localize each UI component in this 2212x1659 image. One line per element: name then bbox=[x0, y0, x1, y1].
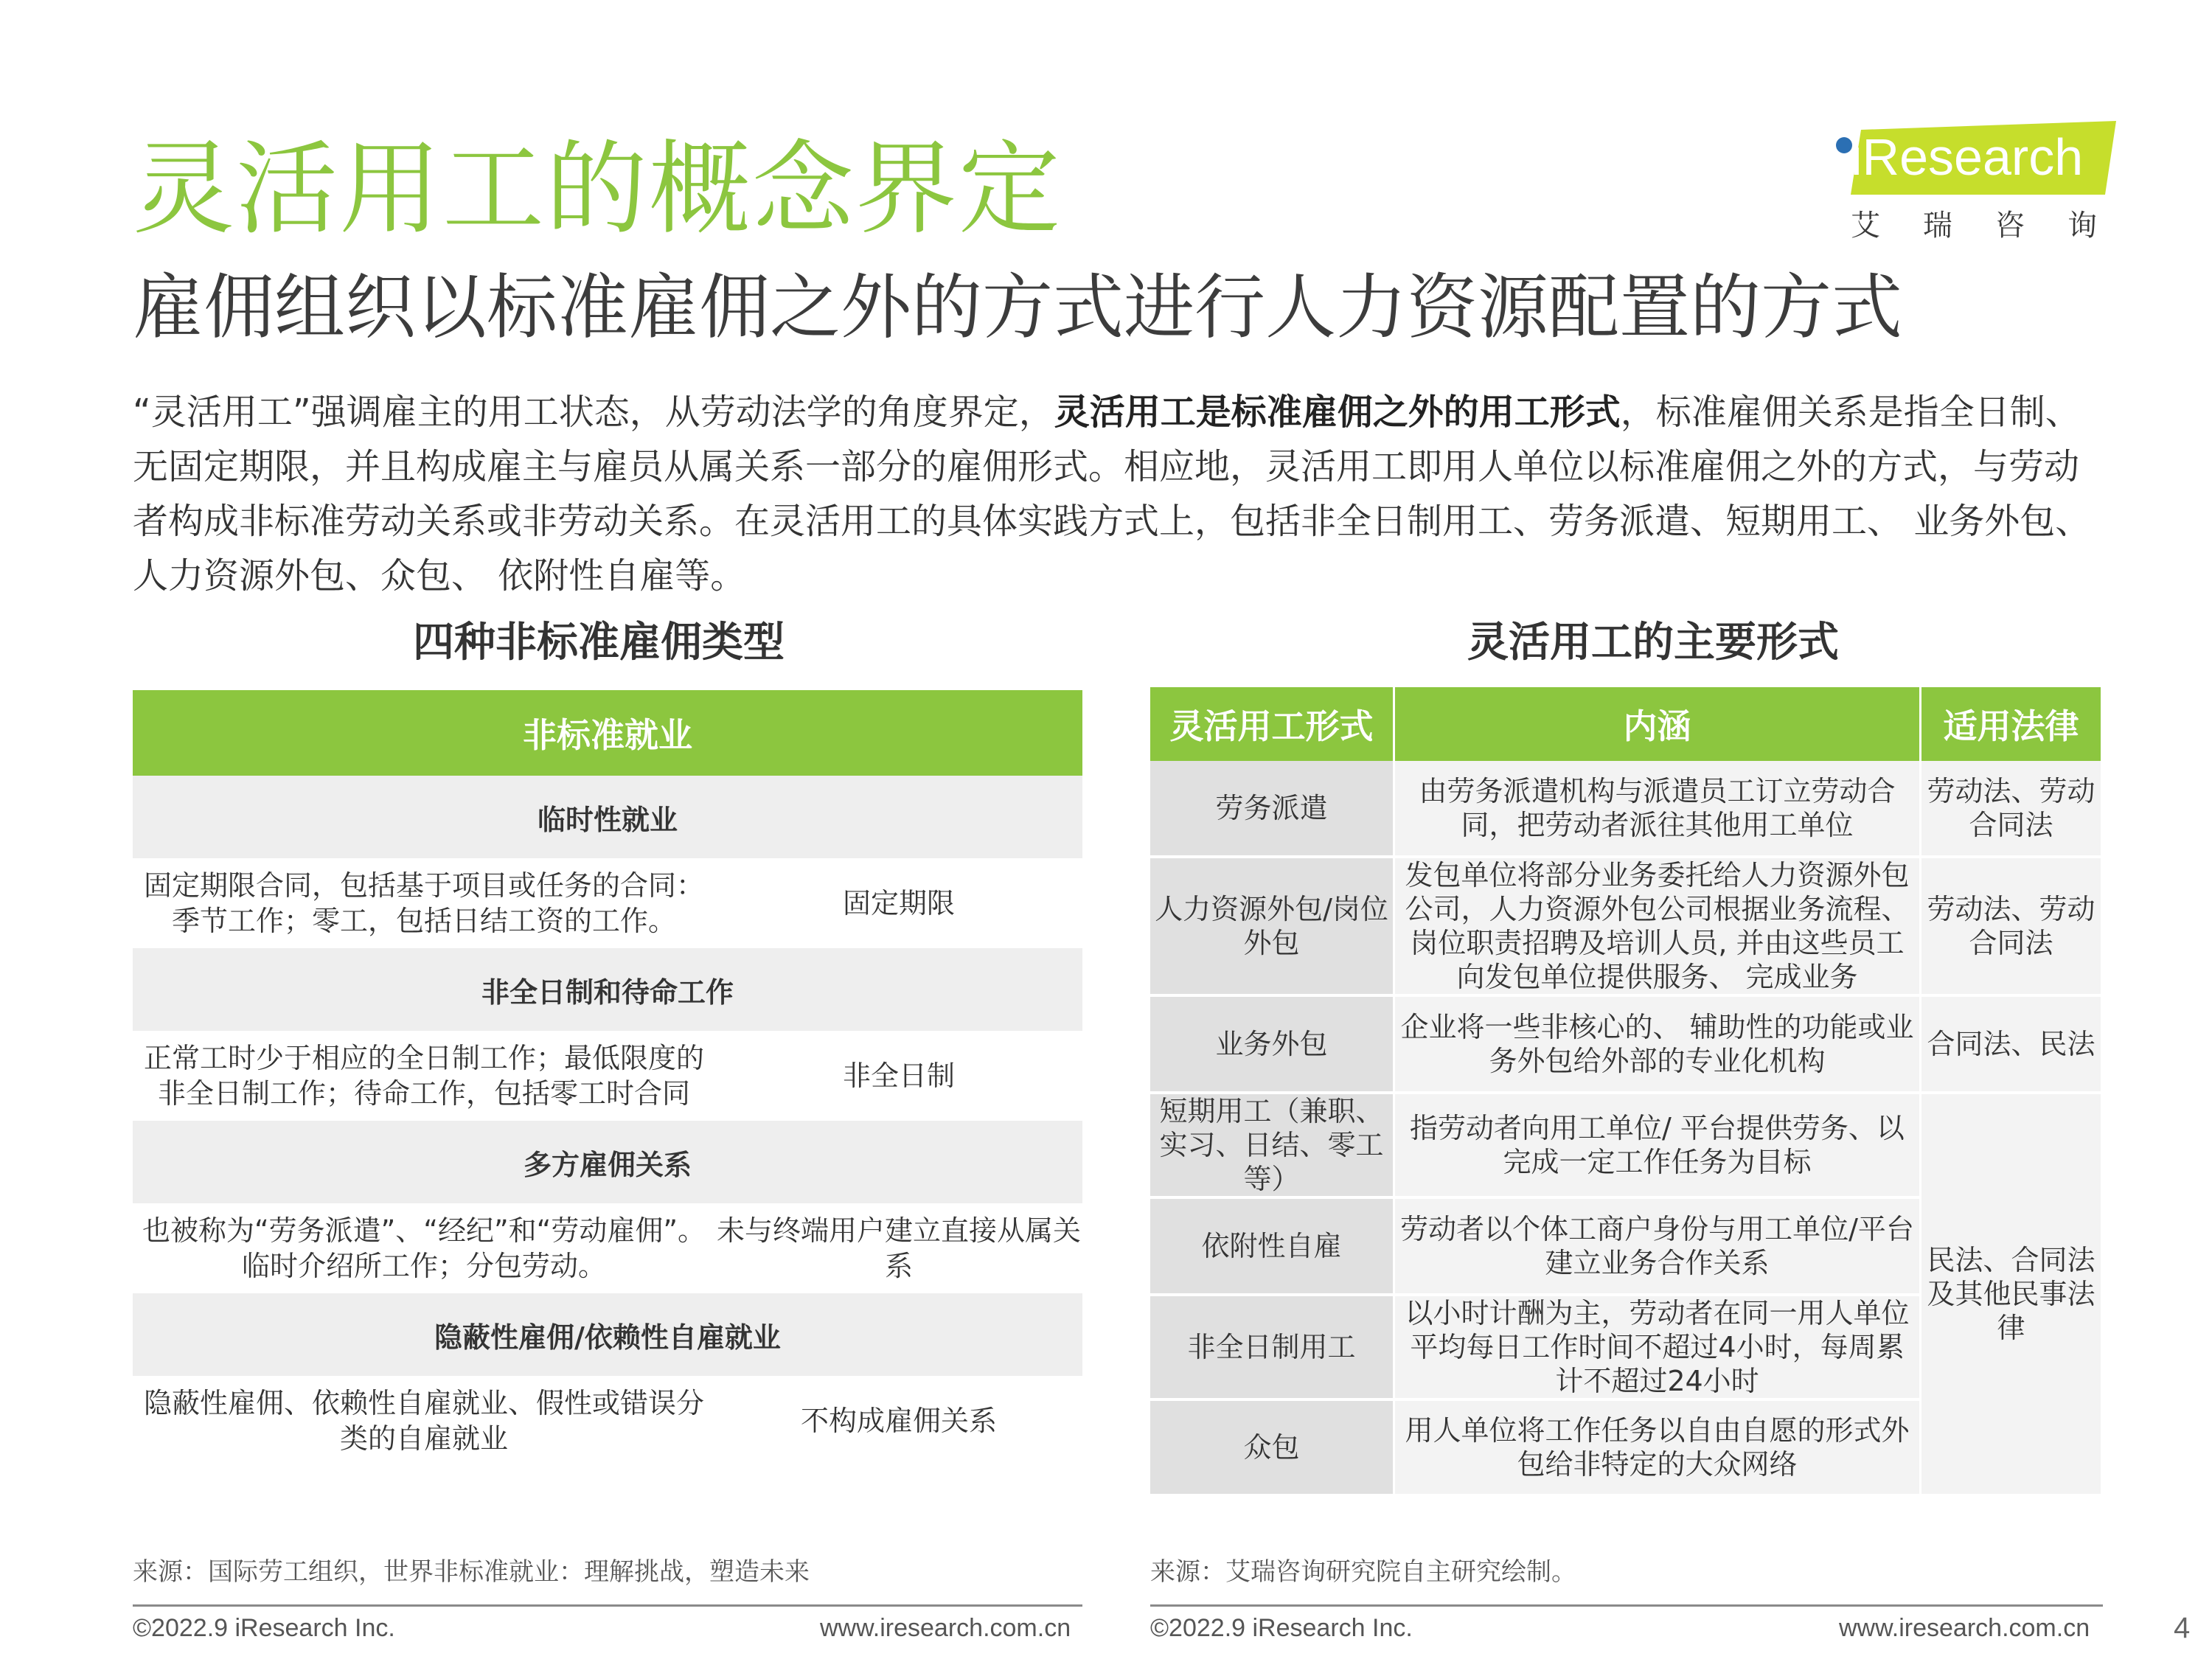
column-header-form: 灵活用工形式 bbox=[1150, 687, 1395, 761]
meaning-cell: 以小时计酬为主，劳动者在同一用人单位平均每日工作时间不超过4小时，每周累计不超过24小时 bbox=[1395, 1296, 1921, 1401]
category-row: 临时性就业 bbox=[133, 776, 1082, 858]
logo-chinese-text: 艾瑞咨询 bbox=[1851, 209, 2140, 243]
table-header-row bbox=[1150, 687, 2103, 761]
table-row bbox=[1150, 858, 2103, 997]
category-short-label: 固定期限 bbox=[842, 887, 955, 919]
category-description: 也被称为“劳务派遣”、“经纪”和“劳动雇佣”。临时介绍所工作；分包劳动。 bbox=[142, 1214, 706, 1282]
description-row bbox=[133, 1376, 1082, 1466]
form-cell: 劳务派遣 bbox=[1150, 761, 1395, 858]
category-short-label: 非全日制 bbox=[842, 1060, 955, 1092]
category-row: 非全日制和待命工作 bbox=[133, 948, 1082, 1031]
category-description: 正常工时少于相应的全日制工作；最低限度的非全日制工作；待命工作，包括零工时合同 bbox=[143, 1042, 704, 1110]
left-footer-divider bbox=[133, 1604, 1082, 1607]
logo-text: iResearch bbox=[1851, 128, 2084, 186]
page-title: 灵活用工的概念界定 bbox=[133, 130, 1062, 248]
description-row bbox=[133, 1031, 1082, 1121]
meaning-cell: 指劳动者向用工单位/ 平台提供劳务、以完成一定工作任务为目标 bbox=[1395, 1094, 1921, 1199]
page-subtitle: 雇佣组织以标准雇佣之外的方式进行人力资源配置的方式 bbox=[133, 266, 1902, 349]
meaning-cell: 劳动者以个体工商户身份与用工单位/平台建立业务合作关系 bbox=[1395, 1199, 1921, 1296]
category-description: 固定期限合同，包括基于项目或任务的合同：季节工作；零工，包括日结工资的工作。 bbox=[143, 869, 704, 937]
logo-dot-icon bbox=[1836, 137, 1852, 153]
right-section-heading: 灵活用工的主要形式 bbox=[1467, 619, 1839, 667]
table-row bbox=[1150, 1094, 2103, 1199]
table-row bbox=[1150, 761, 2103, 858]
left-section-heading: 四种非标准雇佣类型 bbox=[413, 619, 785, 667]
law-cell: 合同法、民法 bbox=[1921, 997, 2103, 1094]
category-row: 多方雇佣关系 bbox=[133, 1121, 1082, 1203]
intro-paragraph bbox=[133, 385, 2094, 603]
form-cell: 业务外包 bbox=[1150, 997, 1395, 1094]
right-copyright: ©2022.9 iResearch Inc. bbox=[1150, 1614, 1413, 1642]
column-header-law: 适用法律 bbox=[1921, 687, 2103, 761]
meaning-cell: 用人单位将工作任务以自由自愿的形式外包给非特定的大众网络 bbox=[1395, 1401, 1921, 1497]
left-copyright: ©2022.9 iResearch Inc. bbox=[133, 1614, 395, 1642]
meaning-cell: 由劳务派遣机构与派遣员工订立劳动合同，把劳动者派往其他用工单位 bbox=[1395, 761, 1921, 858]
description-row bbox=[133, 858, 1082, 948]
form-cell: 短期用工（兼职、实习、日结、零工等） bbox=[1150, 1094, 1395, 1199]
law-cell: 劳动法、劳动合同法 bbox=[1921, 761, 2103, 858]
non-standard-employment-table bbox=[133, 690, 1082, 1466]
law-cell: 劳动法、劳动合同法 bbox=[1921, 858, 2103, 997]
law-cell-merged: 民法、合同法及其他民事法律 bbox=[1921, 1094, 2103, 1497]
category-short-label: 未与终端用户建立直接从属关系 bbox=[716, 1214, 1081, 1282]
form-cell: 众包 bbox=[1150, 1401, 1395, 1497]
form-cell: 人力资源外包/岗位外包 bbox=[1150, 858, 1395, 997]
intro-bold-text: 灵活用工是标准雇佣之外的用工形式 bbox=[1054, 392, 1621, 433]
right-footer-divider bbox=[1150, 1604, 2103, 1607]
column-header-meaning: 内涵 bbox=[1395, 687, 1921, 761]
flexible-employment-forms-table bbox=[1150, 687, 2103, 1497]
iresearch-logo bbox=[1836, 116, 2140, 257]
form-cell: 依附性自雇 bbox=[1150, 1199, 1395, 1296]
table-row bbox=[1150, 997, 2103, 1094]
table-header: 非标准就业 bbox=[133, 690, 1082, 776]
right-website-link[interactable]: www.iresearch.com.cn bbox=[1839, 1614, 2090, 1642]
category-row: 隐蔽性雇佣/依赖性自雇就业 bbox=[133, 1293, 1082, 1376]
intro-text-part1: “灵活用工”强调雇主的用工状态，从劳动法学的角度界定， bbox=[133, 392, 1054, 433]
left-website-link[interactable]: www.iresearch.com.cn bbox=[820, 1614, 1071, 1642]
meaning-cell: 企业将一些非核心的、 辅助性的功能或业务外包给外部的专业化机构 bbox=[1395, 997, 1921, 1094]
left-source-note: 来源：国际劳工组织，世界非标准就业：理解挑战，塑造未来 bbox=[133, 1557, 810, 1587]
intro-text-part2: ，标准雇佣关系是指全日制、无固定期限，并且构成雇主与雇员从属关系一部分的雇佣形式。相应地，灵活用工即用人单位以标准雇佣之外的方式，与劳动者构成非标准劳动关系或非劳动关系。在灵活用工的具体实践方式上，包括非全日制用工、劳务派遣、短期用工、 业务外包、 人力资源外包、众包、 依附性自雇等。 bbox=[133, 392, 2091, 597]
right-source-note: 来源：艾瑞咨询研究院自主研究绘制。 bbox=[1150, 1557, 1576, 1587]
form-cell: 非全日制用工 bbox=[1150, 1296, 1395, 1401]
description-row bbox=[133, 1203, 1082, 1293]
page-number: 4 bbox=[2174, 1612, 2191, 1644]
category-short-label: 不构成雇佣关系 bbox=[800, 1405, 997, 1437]
meaning-cell: 发包单位将部分业务委托给人力资源外包公司，人力资源外包公司根据业务流程、岗位职责招聘及培训人员, 并由这些员工向发包单位提供服务、 完成业务 bbox=[1395, 858, 1921, 997]
category-description: 隐蔽性雇佣、依赖性自雇就业、假性或错误分类的自雇就业 bbox=[143, 1387, 704, 1455]
